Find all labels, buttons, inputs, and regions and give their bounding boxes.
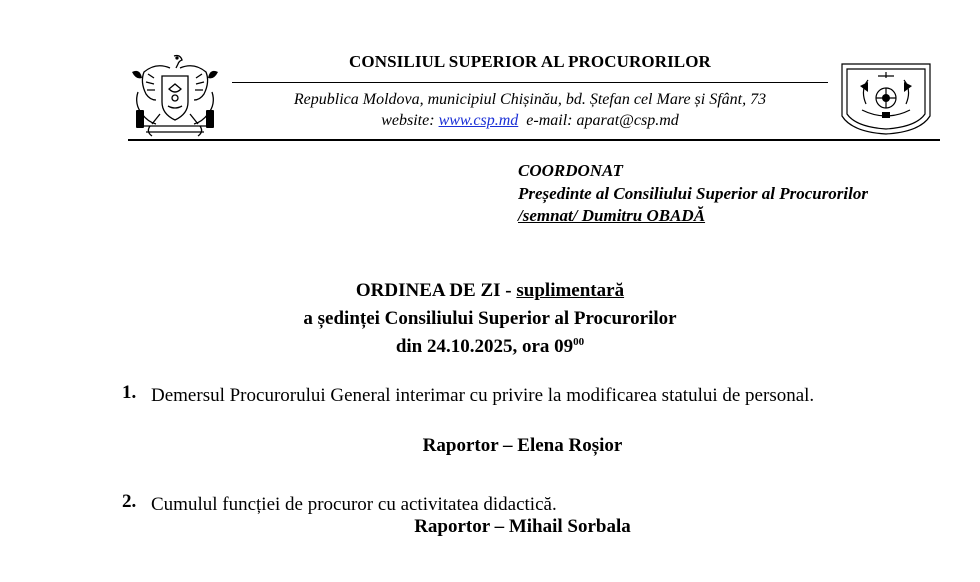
- approval-position: Președinte al Consiliului Superior al Procurorilor: [518, 183, 868, 203]
- agenda-item-rapporteur: Raportor – Elena Roșior: [422, 435, 623, 456]
- agenda-item-rapporteur: Raportor – Mihail Sorbala: [414, 516, 631, 537]
- approval-signature: /semnat/ Dumitru OBADĂ: [518, 206, 706, 225]
- agenda-date-text: din 24.10.2025, ora 09: [395, 336, 574, 357]
- agenda-item-number: 1.: [122, 382, 137, 403]
- agenda-subtitle: a ședinței Consiliului Superior al Procurorilor: [303, 308, 677, 329]
- approval-block: [518, 160, 868, 228]
- agenda-time-superscript: 00: [573, 336, 585, 348]
- approval-status: COORDONAT: [518, 161, 623, 180]
- agenda-item: [122, 382, 932, 442]
- coat-of-arms-emblem: [130, 52, 220, 140]
- postal-address: Republica Moldova, municipiul Chișinău, bd. Ștefan cel Mare și Sfânt, 73: [293, 91, 767, 108]
- header-contact-block: [230, 89, 830, 131]
- website-link[interactable]: www.csp.md: [438, 112, 519, 129]
- agenda-item-text: Cumulul funcției de procuror cu activitatea didactică.: [151, 494, 557, 515]
- agenda-date: [0, 333, 980, 361]
- header-divider-bottom: [128, 139, 940, 141]
- agenda-title: [0, 277, 980, 305]
- website-label: website:: [381, 112, 435, 129]
- prosecutors-council-seal: [838, 60, 934, 136]
- agenda-title-emphasis: suplimentară: [516, 280, 625, 301]
- organization-title: CONSILIUL SUPERIOR AL PROCURORILOR: [349, 52, 711, 71]
- agenda-title-block: [0, 277, 980, 361]
- agenda-item-text: Demersul Procurorului General interimar cu privire la modificarea statului de personal.: [151, 385, 815, 406]
- header-divider-top: [232, 82, 828, 83]
- contact-line: [230, 110, 830, 131]
- agenda-title-prefix: ORDINEA DE ZI -: [355, 280, 517, 301]
- agenda-item-number: 2.: [122, 491, 137, 512]
- email-text: e-mail: aparat@csp.md: [526, 112, 679, 129]
